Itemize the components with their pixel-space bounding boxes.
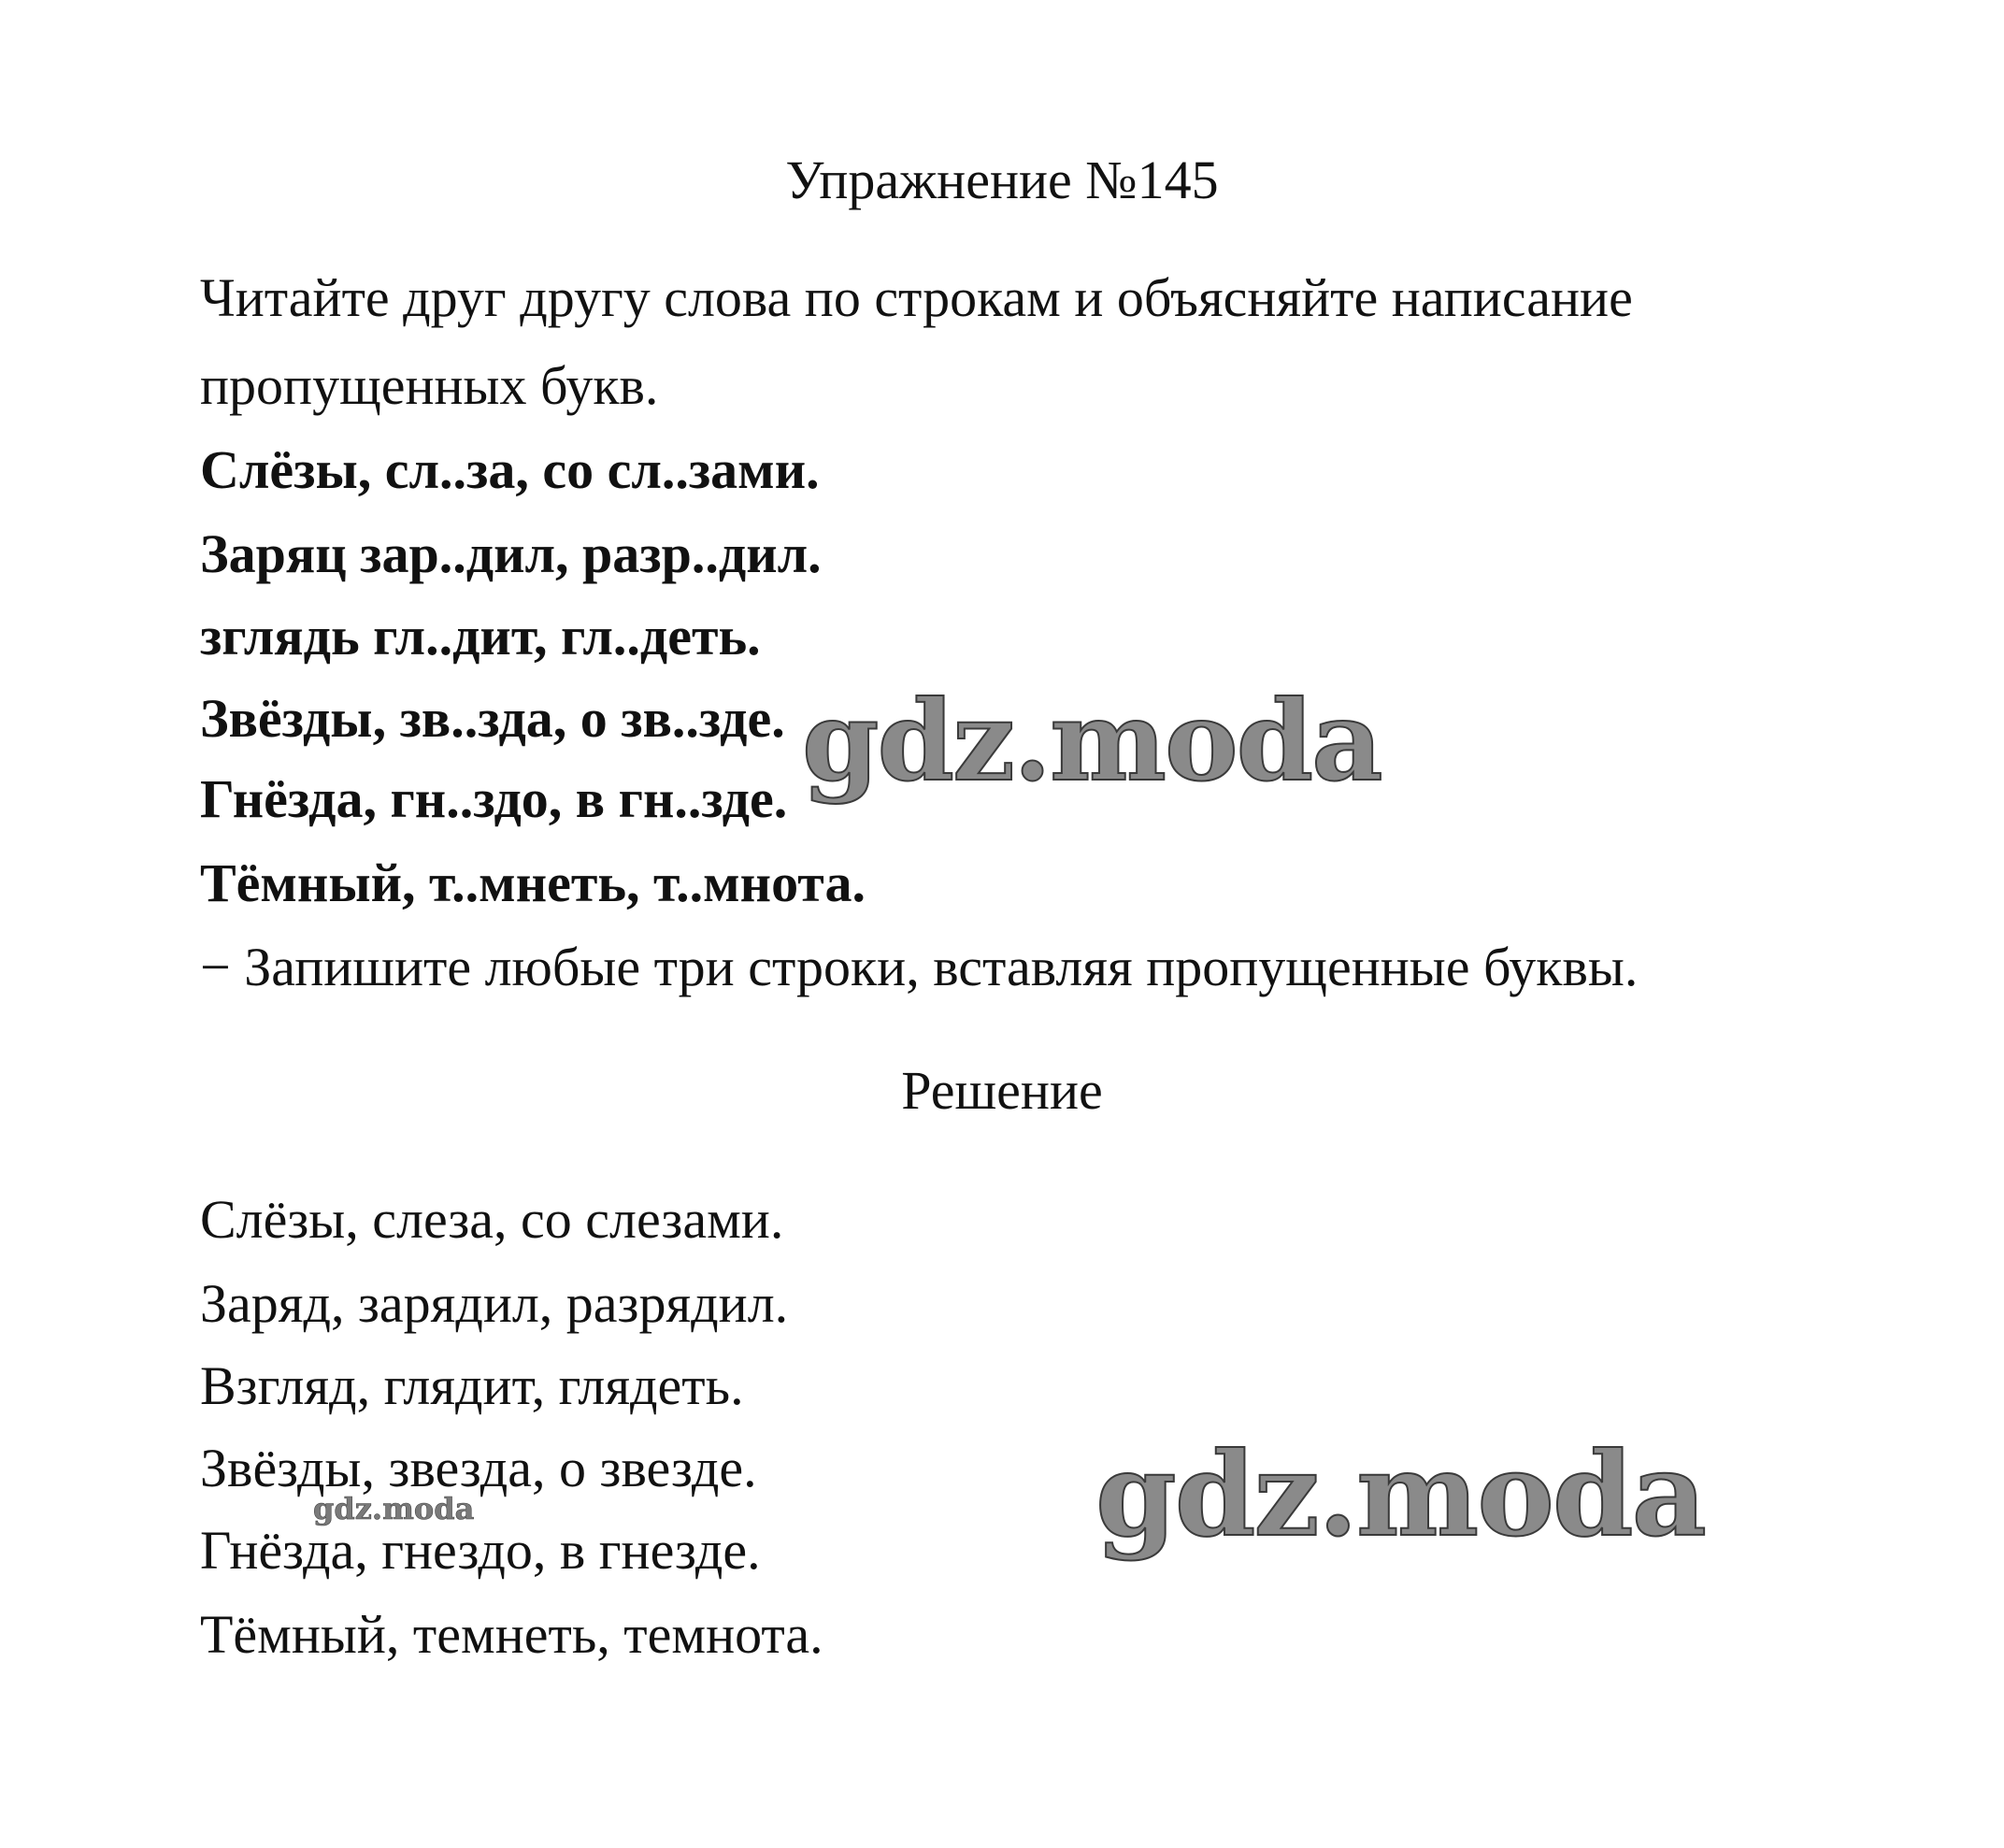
solution-line-6: Тёмный, темнеть, темнота. <box>200 1604 823 1665</box>
solution-line-2: Заряд, зарядил, разрядил. <box>200 1273 789 1334</box>
solution-line-4: Звёзды, звезда, о звезде. <box>200 1438 757 1498</box>
instruction-line-1: Читайте друг другу слова по строкам и объясняйте написание <box>200 267 1633 328</box>
task-line-5: Гнёзда, гн..здо, в гн..зде. <box>200 768 788 829</box>
task-line-1: Слёзы, сл..за, со сл..зами. <box>200 439 820 500</box>
solution-line-5: Гнёзда, гнездо, в гнезде. <box>200 1520 761 1581</box>
watermark-logo: gdz.moda <box>802 676 1381 806</box>
final-instruction: − Запишите любые три строки, вставляя пропущенные буквы. <box>200 937 1639 997</box>
solution-line-1: Слёзы, слеза, со слезами. <box>200 1189 784 1250</box>
solution-line-3: Взгляд, глядит, глядеть. <box>200 1355 744 1416</box>
task-line-4: Звёзды, зв..зда, о зв..зде. <box>200 688 785 749</box>
task-line-2: Заряц зар..дил, разр..дил. <box>200 523 822 584</box>
solution-title: Решение <box>901 1060 1103 1121</box>
task-line-6: Тёмный, т..мнеть, т..мнота. <box>200 852 866 913</box>
watermark-logo-small: gdz.moda <box>313 1491 475 1526</box>
task-line-3: зглядь гл..дит, гл..деть. <box>200 606 761 666</box>
exercise-title: Упражнение №145 <box>785 150 1219 210</box>
instruction-line-2: пропущенных букв. <box>200 355 659 416</box>
watermark-logo: gdz.moda <box>1095 1427 1705 1563</box>
